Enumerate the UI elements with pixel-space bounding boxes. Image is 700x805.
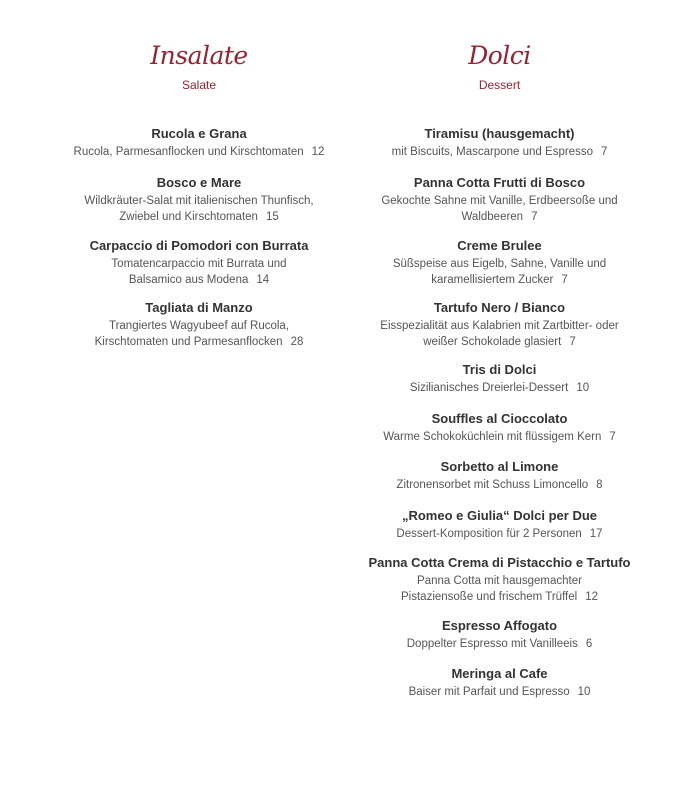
dish-item	[362, 238, 637, 288]
dish-description	[54, 318, 344, 350]
dish-price: 8	[596, 479, 603, 491]
dish-description-line: Kirschtomaten und Parmesanflocken	[94, 336, 283, 348]
dish-price: 17	[589, 528, 603, 540]
dish-description	[54, 256, 344, 288]
dish-price: 7	[600, 146, 608, 158]
dish-price: 7	[569, 336, 576, 348]
dish-description-line: Gekochte Sahne mit Vanille, Erdbeersoße und	[381, 195, 618, 207]
dish-price: 12	[585, 591, 598, 603]
dish-description	[54, 144, 344, 160]
dish-name: „Romeo e Giulia“ Dolci per Due	[401, 508, 598, 523]
dish-item	[54, 300, 344, 350]
dish-price: 7	[531, 211, 538, 223]
dish-item	[362, 411, 637, 445]
dish-name: Tris di Dolci	[462, 362, 537, 377]
dish-description-line: Zitronensorbet mit Schuss Limoncello	[396, 479, 589, 491]
dish-description	[362, 429, 637, 445]
dish-description	[362, 477, 637, 493]
dish-item	[54, 126, 344, 160]
dish-description-line: Rucola, Parmesanflocken und Kirschtomaten	[73, 146, 304, 158]
salads-subtitle: Salate	[181, 78, 217, 92]
dish-price: 7	[561, 274, 568, 286]
dish-description-line: Eisspezialität aus Kalabrien mit Zartbitter- oder	[380, 320, 619, 332]
dish-name: Meringa al Cafe	[451, 666, 548, 681]
dish-name: Sorbetto al Limone	[440, 459, 559, 474]
dish-name: Tartufo Nero / Bianco	[433, 300, 566, 315]
dish-description-line: karamellisiertem Zucker	[431, 274, 554, 286]
dish-price: 12	[311, 146, 325, 158]
dish-description	[362, 526, 637, 542]
dish-description-line: Pistaziensoße und frischem Trüffel	[401, 591, 578, 603]
dish-description	[362, 193, 637, 225]
dish-name: Tagliata di Manzo	[145, 300, 253, 315]
dish-item	[54, 175, 344, 225]
dish-price: 10	[577, 686, 591, 698]
dish-price: 10	[576, 382, 590, 394]
dish-description-line: Balsamico aus Modena	[128, 274, 249, 286]
dish-name: Tiramisu (hausgemacht)	[424, 126, 575, 141]
dish-description	[362, 256, 637, 288]
dish-name: Panna Cotta Crema di Pistacchio e Tartufo	[368, 555, 631, 570]
dish-name: Souffles al Cioccolato	[431, 411, 568, 426]
dish-description	[362, 573, 637, 605]
dish-description-line: Doppelter Espresso mit Vanilleeis	[406, 638, 578, 650]
dish-price: 6	[585, 638, 593, 650]
dish-item	[362, 300, 637, 350]
dish-name: Panna Cotta Frutti di Bosco	[413, 175, 586, 190]
dish-description	[54, 193, 344, 225]
dish-item	[362, 508, 637, 542]
desserts-subtitle: Dessert	[478, 78, 521, 92]
dish-price: 7	[609, 431, 616, 443]
dish-description-line: Dessert-Komposition für 2 Personen	[396, 528, 582, 540]
dish-description-line: Tomatencarpaccio mit Burrata und	[111, 258, 287, 270]
desserts-title: Dolci	[468, 41, 531, 70]
dish-description-line: Zwiebel und Kirschtomaten	[119, 211, 258, 223]
dish-item	[362, 618, 637, 652]
dish-description-line: Trangiertes Wagyubeef auf Rucola,	[108, 320, 290, 332]
dish-item	[362, 666, 637, 700]
dish-description-line: mit Biscuits, Mascarpone und Espresso	[391, 146, 593, 158]
dish-name: Carpaccio di Pomodori con Burrata	[89, 238, 309, 253]
dish-description	[362, 636, 637, 652]
dish-price: 15	[265, 211, 279, 223]
dish-name: Rucola e Grana	[151, 126, 247, 141]
dish-description-line: weißer Schokolade glasiert	[423, 336, 562, 348]
dish-name: Espresso Affogato	[441, 618, 558, 633]
dish-item	[362, 126, 637, 160]
dish-description-line: Süßspeise aus Eigelb, Sahne, Vanille und	[392, 258, 607, 270]
dish-price: 14	[256, 274, 270, 286]
dish-description-line: Baiser mit Parfait und Espresso	[408, 686, 570, 698]
dish-name: Creme Brulee	[457, 238, 542, 253]
dish-description	[362, 684, 637, 700]
dish-description-line: Wildkräuter-Salat mit italienischen Thunfisch,	[84, 195, 314, 207]
dish-description-line: Warme Schokoküchlein mit flüssigem Kern	[383, 431, 602, 443]
dish-item	[362, 175, 637, 225]
dish-description-line: Sizilianisches Dreierlei-Dessert	[409, 382, 569, 394]
dish-item	[54, 238, 344, 288]
dish-description	[362, 144, 637, 160]
dish-item	[362, 362, 637, 396]
dish-name: Bosco e Mare	[156, 175, 242, 190]
dish-item	[362, 555, 637, 605]
dish-description	[362, 318, 637, 350]
dish-description-line: Panna Cotta mit hausgemachter	[417, 575, 582, 587]
salads-title: Insalate	[150, 41, 248, 70]
dish-description-line: Waldbeeren	[461, 211, 524, 223]
dish-price: 28	[290, 336, 304, 348]
dish-item	[362, 459, 637, 493]
dish-description	[362, 380, 637, 396]
